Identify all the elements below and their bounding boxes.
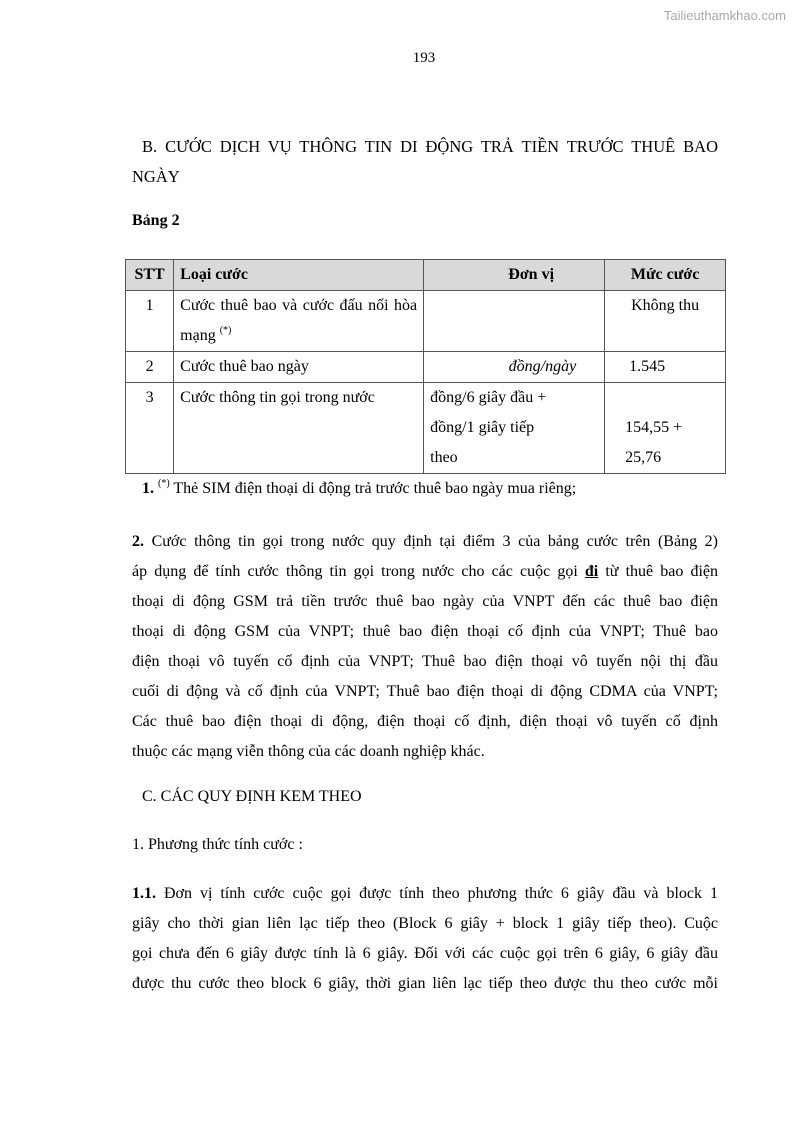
paragraph-line: được thu cước theo block 6 giây, thời gian liên lạc tiếp theo được thu theo cước mỗi [132,975,718,992]
paragraph-1-1 [132,879,718,999]
paragraph-line: thoại di động GSM của VNPT; thuê bao điện thoại cố định của VNPT; Thuê bao [132,623,718,640]
paragraph-line: giây cho thời gian liên lạc tiếp theo (Block 6 giây + block 1 giây tiếp theo). Cuộc [132,915,718,932]
paragraph-line [132,527,718,557]
section-c-title: C. CÁC QUY ĐỊNH KEM THEO [142,788,362,805]
emphasis-di: đi [584,563,599,580]
cell-rate: 1.545 [605,352,726,383]
cell-unit-line2: đồng/1 giây tiếp [430,419,535,436]
paragraph-1-1-number: 1.1. [132,885,156,902]
cell-type [174,291,424,352]
header-unit: Đơn vị [424,260,605,291]
paragraph-line [132,879,718,909]
paragraph-text: từ thuê bao điện [598,563,719,580]
paragraph-text: Đơn vị tính cước cuộc gọi được tính theo phương thức 6 giây đầu và block 1 [156,885,718,902]
rate-table [125,259,726,474]
paragraph-line: cuối di động và cố định của VNPT; Thuê bao điện thoại di động CDMA của VNPT; [132,683,718,700]
table-header-row [126,260,726,291]
cell-stt: 3 [126,383,174,474]
paragraph-2-number: 2. [132,533,144,550]
table-row [126,383,726,474]
cell-type: Cước thuê bao ngày [174,352,424,383]
paragraph-line: thuộc các mạng viễn thông của các doanh nghiệp khác. [132,743,485,760]
cell-rate: Không thu [605,291,726,352]
page-number: 193 [412,50,436,66]
cell-rate [605,383,726,474]
cell-type-line2: mạng [180,327,216,344]
cell-rate-line2: 25,76 [625,449,662,466]
section-b-title-line1: B. CƯỚC DỊCH VỤ THÔNG TIN DI ĐỘNG TRẢ TIỀN TRƯỚC THUÊ BAO [142,137,718,156]
cell-rate-line1: 154,55 + [625,419,683,436]
item-1-heading: 1. Phương thức tính cước : [132,836,303,853]
note-1-number: 1. [142,480,154,497]
note-1 [142,480,576,498]
cell-stt: 1 [126,291,174,352]
table-row [126,291,726,352]
section-b-title-line2: NGÀY [132,167,180,186]
paragraph-line: thoại di động GSM trả tiền trước thuê bao ngày của VNPT đến các thuê bao điện [132,593,718,610]
section-b-title [132,132,718,192]
footnote-marker: (*) [219,325,232,336]
cell-unit [424,291,605,352]
cell-unit [424,383,605,474]
cell-stt: 2 [126,352,174,383]
paragraph-text: Cước thông tin gọi trong nước quy định tại điểm 3 của bảng cước trên (Bảng 2) [144,533,718,550]
paragraph-line: điện thoại vô tuyến cố định của VNPT; Thuê bao điện thoại vô tuyến nội thị đầu [132,653,718,670]
cell-unit: đồng/ngày [424,352,605,383]
paragraph-text: áp dụng để tính cước thông tin gọi trong nước cho các cuộc gọi [132,563,585,580]
watermark: Tailieuthamkhao.com [663,8,786,23]
cell-unit-line3: theo [430,449,458,466]
table-title: Bảng 2 [132,212,180,229]
paragraph-line: Các thuê bao điện thoại di động, điện thoại cố định, điện thoại vô tuyến cố định [132,713,718,730]
cell-unit-line1: đồng/6 giây đầu + [430,389,547,406]
header-rate: Mức cước [605,260,726,291]
note-1-text: Thẻ SIM điện thoại di động trả trước thuê bao ngày mua riêng; [169,480,577,497]
table-row [126,352,726,383]
paragraph-line [132,557,718,587]
note-1-marker: (*) [158,478,170,489]
paragraph-line: gọi chưa đến 6 giây được tính là 6 giây. Đối với các cuộc gọi trên 6 giây, 6 giây đầu [132,945,718,962]
cell-type-line1: Cước thuê bao và cước đấu nối hòa [180,297,418,314]
header-type: Loại cước [174,260,424,291]
cell-type: Cước thông tin gọi trong nước [174,383,424,474]
header-stt: STT [126,260,174,291]
paragraph-2 [132,527,718,767]
